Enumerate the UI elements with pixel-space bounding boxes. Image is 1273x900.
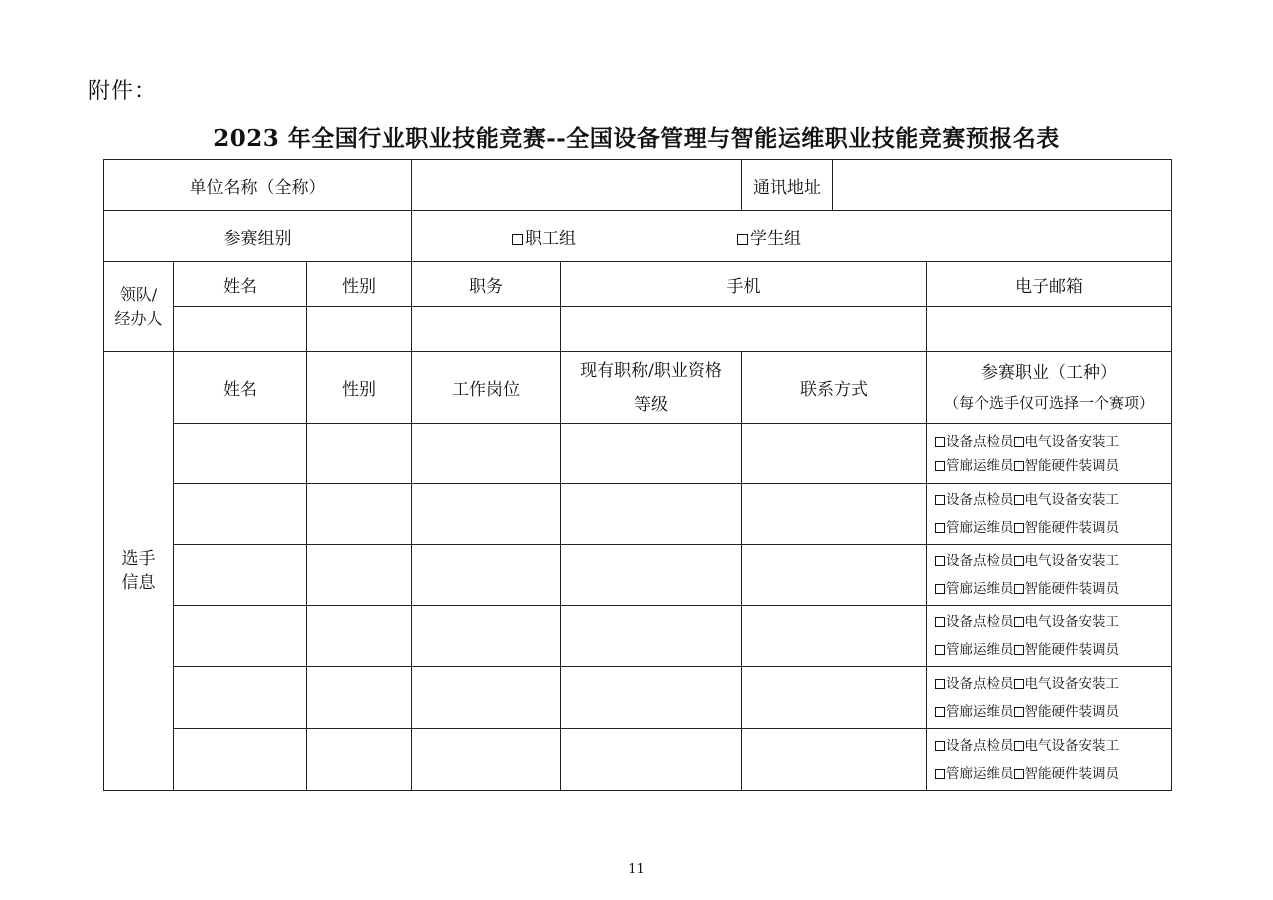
contestant-post-input[interactable] <box>412 484 561 545</box>
contestant-contact-input[interactable] <box>742 484 927 545</box>
checkbox-icon <box>512 234 523 245</box>
contestant-gender-input[interactable] <box>307 484 412 545</box>
leader-phone-header: 手机 <box>561 262 927 307</box>
option-electrician[interactable]: 电气设备安装工 <box>1014 738 1120 754</box>
contestant-post-input[interactable] <box>412 606 561 667</box>
leader-gender-input[interactable] <box>307 307 412 352</box>
unit-name-input[interactable] <box>412 160 742 211</box>
contestant-name-header: 姓名 <box>174 352 307 424</box>
checkbox-icon <box>935 523 945 533</box>
checkbox-icon <box>1014 741 1024 751</box>
group-option-staff[interactable]: 职工组 <box>512 224 737 249</box>
option-hardware[interactable]: 智能硬件装调员 <box>1014 642 1120 658</box>
option-pipeline[interactable]: 管廊运维员 <box>935 458 1014 474</box>
checkbox-icon <box>935 707 945 717</box>
option-hardware[interactable]: 智能硬件装调员 <box>1014 520 1120 536</box>
checkbox-icon <box>1014 617 1024 627</box>
leader-label: 领队/ 经办人 <box>104 262 174 352</box>
attachment-label: 附件： <box>88 79 158 104</box>
checkbox-icon <box>1014 769 1024 779</box>
leader-gender-header: 性别 <box>307 262 412 307</box>
contestant-title-input[interactable] <box>561 729 742 791</box>
checkbox-icon <box>935 769 945 779</box>
contestant-title-header: 现有职称/职业资格 等级 <box>561 352 742 424</box>
address-input[interactable] <box>833 160 1171 210</box>
contestant-contact-header: 联系方式 <box>742 352 927 424</box>
contestant-label: 选手 信息 <box>104 352 174 791</box>
contestant-row <box>104 667 1172 729</box>
contestant-name-input[interactable] <box>174 545 307 606</box>
leader-name-input[interactable] <box>174 307 307 352</box>
page-number: 11 <box>628 862 645 877</box>
option-inspector[interactable]: 设备点检员 <box>935 738 1014 754</box>
option-inspector[interactable]: 设备点检员 <box>935 676 1014 692</box>
contestant-name-input[interactable] <box>174 606 307 667</box>
leader-position-header: 职务 <box>412 262 561 307</box>
checkbox-icon <box>1014 556 1024 566</box>
leader-input-row <box>104 307 1172 352</box>
contestant-row <box>104 729 1172 791</box>
checkbox-icon <box>935 584 945 594</box>
contestant-name-input[interactable] <box>174 484 307 545</box>
contestant-gender-input[interactable] <box>307 606 412 667</box>
contestant-contact-input[interactable] <box>742 667 927 729</box>
checkbox-icon <box>935 679 945 689</box>
occupation-options <box>927 667 1172 729</box>
unit-name-label: 单位名称（全称） <box>104 160 412 211</box>
occupation-options <box>927 484 1172 545</box>
contestant-row <box>104 545 1172 606</box>
checkbox-icon <box>935 645 945 655</box>
option-inspector[interactable]: 设备点检员 <box>935 434 1014 450</box>
checkbox-icon <box>1014 679 1024 689</box>
option-inspector[interactable]: 设备点检员 <box>935 614 1014 630</box>
leader-name-header: 姓名 <box>174 262 307 307</box>
contestant-post-input[interactable] <box>412 729 561 791</box>
contestant-header-row <box>104 352 1172 424</box>
checkbox-icon <box>935 495 945 505</box>
option-pipeline[interactable]: 管廊运维员 <box>935 766 1014 782</box>
contestant-name-input[interactable] <box>174 424 307 484</box>
option-pipeline[interactable]: 管廊运维员 <box>935 520 1014 536</box>
checkbox-icon <box>1014 523 1024 533</box>
contestant-post-input[interactable] <box>412 545 561 606</box>
contestant-title-input[interactable] <box>561 667 742 729</box>
contestant-row <box>104 484 1172 545</box>
option-electrician[interactable]: 电气设备安装工 <box>1014 676 1120 692</box>
contestant-title-input[interactable] <box>561 606 742 667</box>
option-electrician[interactable]: 电气设备安装工 <box>1014 492 1120 508</box>
option-hardware[interactable]: 智能硬件装调员 <box>1014 581 1120 597</box>
occupation-options <box>927 424 1172 484</box>
contestant-name-input[interactable] <box>174 729 307 791</box>
contestant-contact-input[interactable] <box>742 606 927 667</box>
occupation-options <box>927 606 1172 667</box>
option-electrician[interactable]: 电气设备安装工 <box>1014 553 1120 569</box>
option-electrician[interactable]: 电气设备安装工 <box>1014 434 1120 450</box>
option-pipeline[interactable]: 管廊运维员 <box>935 704 1014 720</box>
checkbox-icon <box>1014 461 1024 471</box>
registration-form-table <box>103 159 1172 791</box>
contestant-contact-input[interactable] <box>742 424 927 484</box>
contestant-post-input[interactable] <box>412 667 561 729</box>
contestant-title-input[interactable] <box>561 424 742 484</box>
checkbox-icon <box>1014 707 1024 717</box>
group-label: 参赛组别 <box>104 211 412 262</box>
option-hardware[interactable]: 智能硬件装调员 <box>1014 458 1120 474</box>
option-inspector[interactable]: 设备点检员 <box>935 553 1014 569</box>
checkbox-icon <box>935 556 945 566</box>
contestant-title-input[interactable] <box>561 484 742 545</box>
checkbox-icon <box>1014 584 1024 594</box>
contestant-post-header: 工作岗位 <box>412 352 561 424</box>
leader-header-row <box>104 262 1172 307</box>
address-cell <box>742 160 1172 211</box>
occupation-options <box>927 729 1172 791</box>
leader-phone-input[interactable] <box>561 307 927 352</box>
checkbox-icon <box>1014 645 1024 655</box>
contestant-gender-input[interactable] <box>307 424 412 484</box>
option-electrician[interactable]: 电气设备安装工 <box>1014 614 1120 630</box>
checkbox-icon <box>935 741 945 751</box>
option-hardware[interactable]: 智能硬件装调员 <box>1014 704 1120 720</box>
contestant-gender-input[interactable] <box>307 545 412 606</box>
option-pipeline[interactable]: 管廊运维员 <box>935 642 1014 658</box>
group-option-student[interactable]: 学生组 <box>737 224 801 249</box>
checkbox-icon <box>1014 495 1024 505</box>
group-row <box>104 211 1172 262</box>
form-title: 2023 年全国行业职业技能竞赛--全国设备管理与智能运维职业技能竞赛预报名表 <box>213 125 1060 152</box>
contestant-row <box>104 606 1172 667</box>
checkbox-icon <box>935 617 945 627</box>
contestant-post-input[interactable] <box>412 424 561 484</box>
checkbox-icon <box>737 234 748 245</box>
unit-row <box>104 160 1172 211</box>
contestant-gender-input[interactable] <box>307 667 412 729</box>
address-label: 通讯地址 <box>742 160 833 210</box>
contestant-contact-input[interactable] <box>742 545 927 606</box>
leader-email-header: 电子邮箱 <box>927 262 1172 307</box>
option-pipeline[interactable]: 管廊运维员 <box>935 581 1014 597</box>
option-inspector[interactable]: 设备点检员 <box>935 492 1014 508</box>
leader-email-input[interactable] <box>927 307 1172 352</box>
contestant-occupation-header: 参赛职业（工种） （每个选手仅可选择一个赛项） <box>927 352 1172 424</box>
contestant-contact-input[interactable] <box>742 729 927 791</box>
checkbox-icon <box>935 437 945 447</box>
group-options <box>412 211 1172 262</box>
contestant-row <box>104 424 1172 484</box>
occupation-options <box>927 545 1172 606</box>
contestant-gender-input[interactable] <box>307 729 412 791</box>
checkbox-icon <box>1014 437 1024 447</box>
option-hardware[interactable]: 智能硬件装调员 <box>1014 766 1120 782</box>
checkbox-icon <box>935 461 945 471</box>
contestant-title-input[interactable] <box>561 545 742 606</box>
contestant-name-input[interactable] <box>174 667 307 729</box>
leader-position-input[interactable] <box>412 307 561 352</box>
contestant-gender-header: 性别 <box>307 352 412 424</box>
